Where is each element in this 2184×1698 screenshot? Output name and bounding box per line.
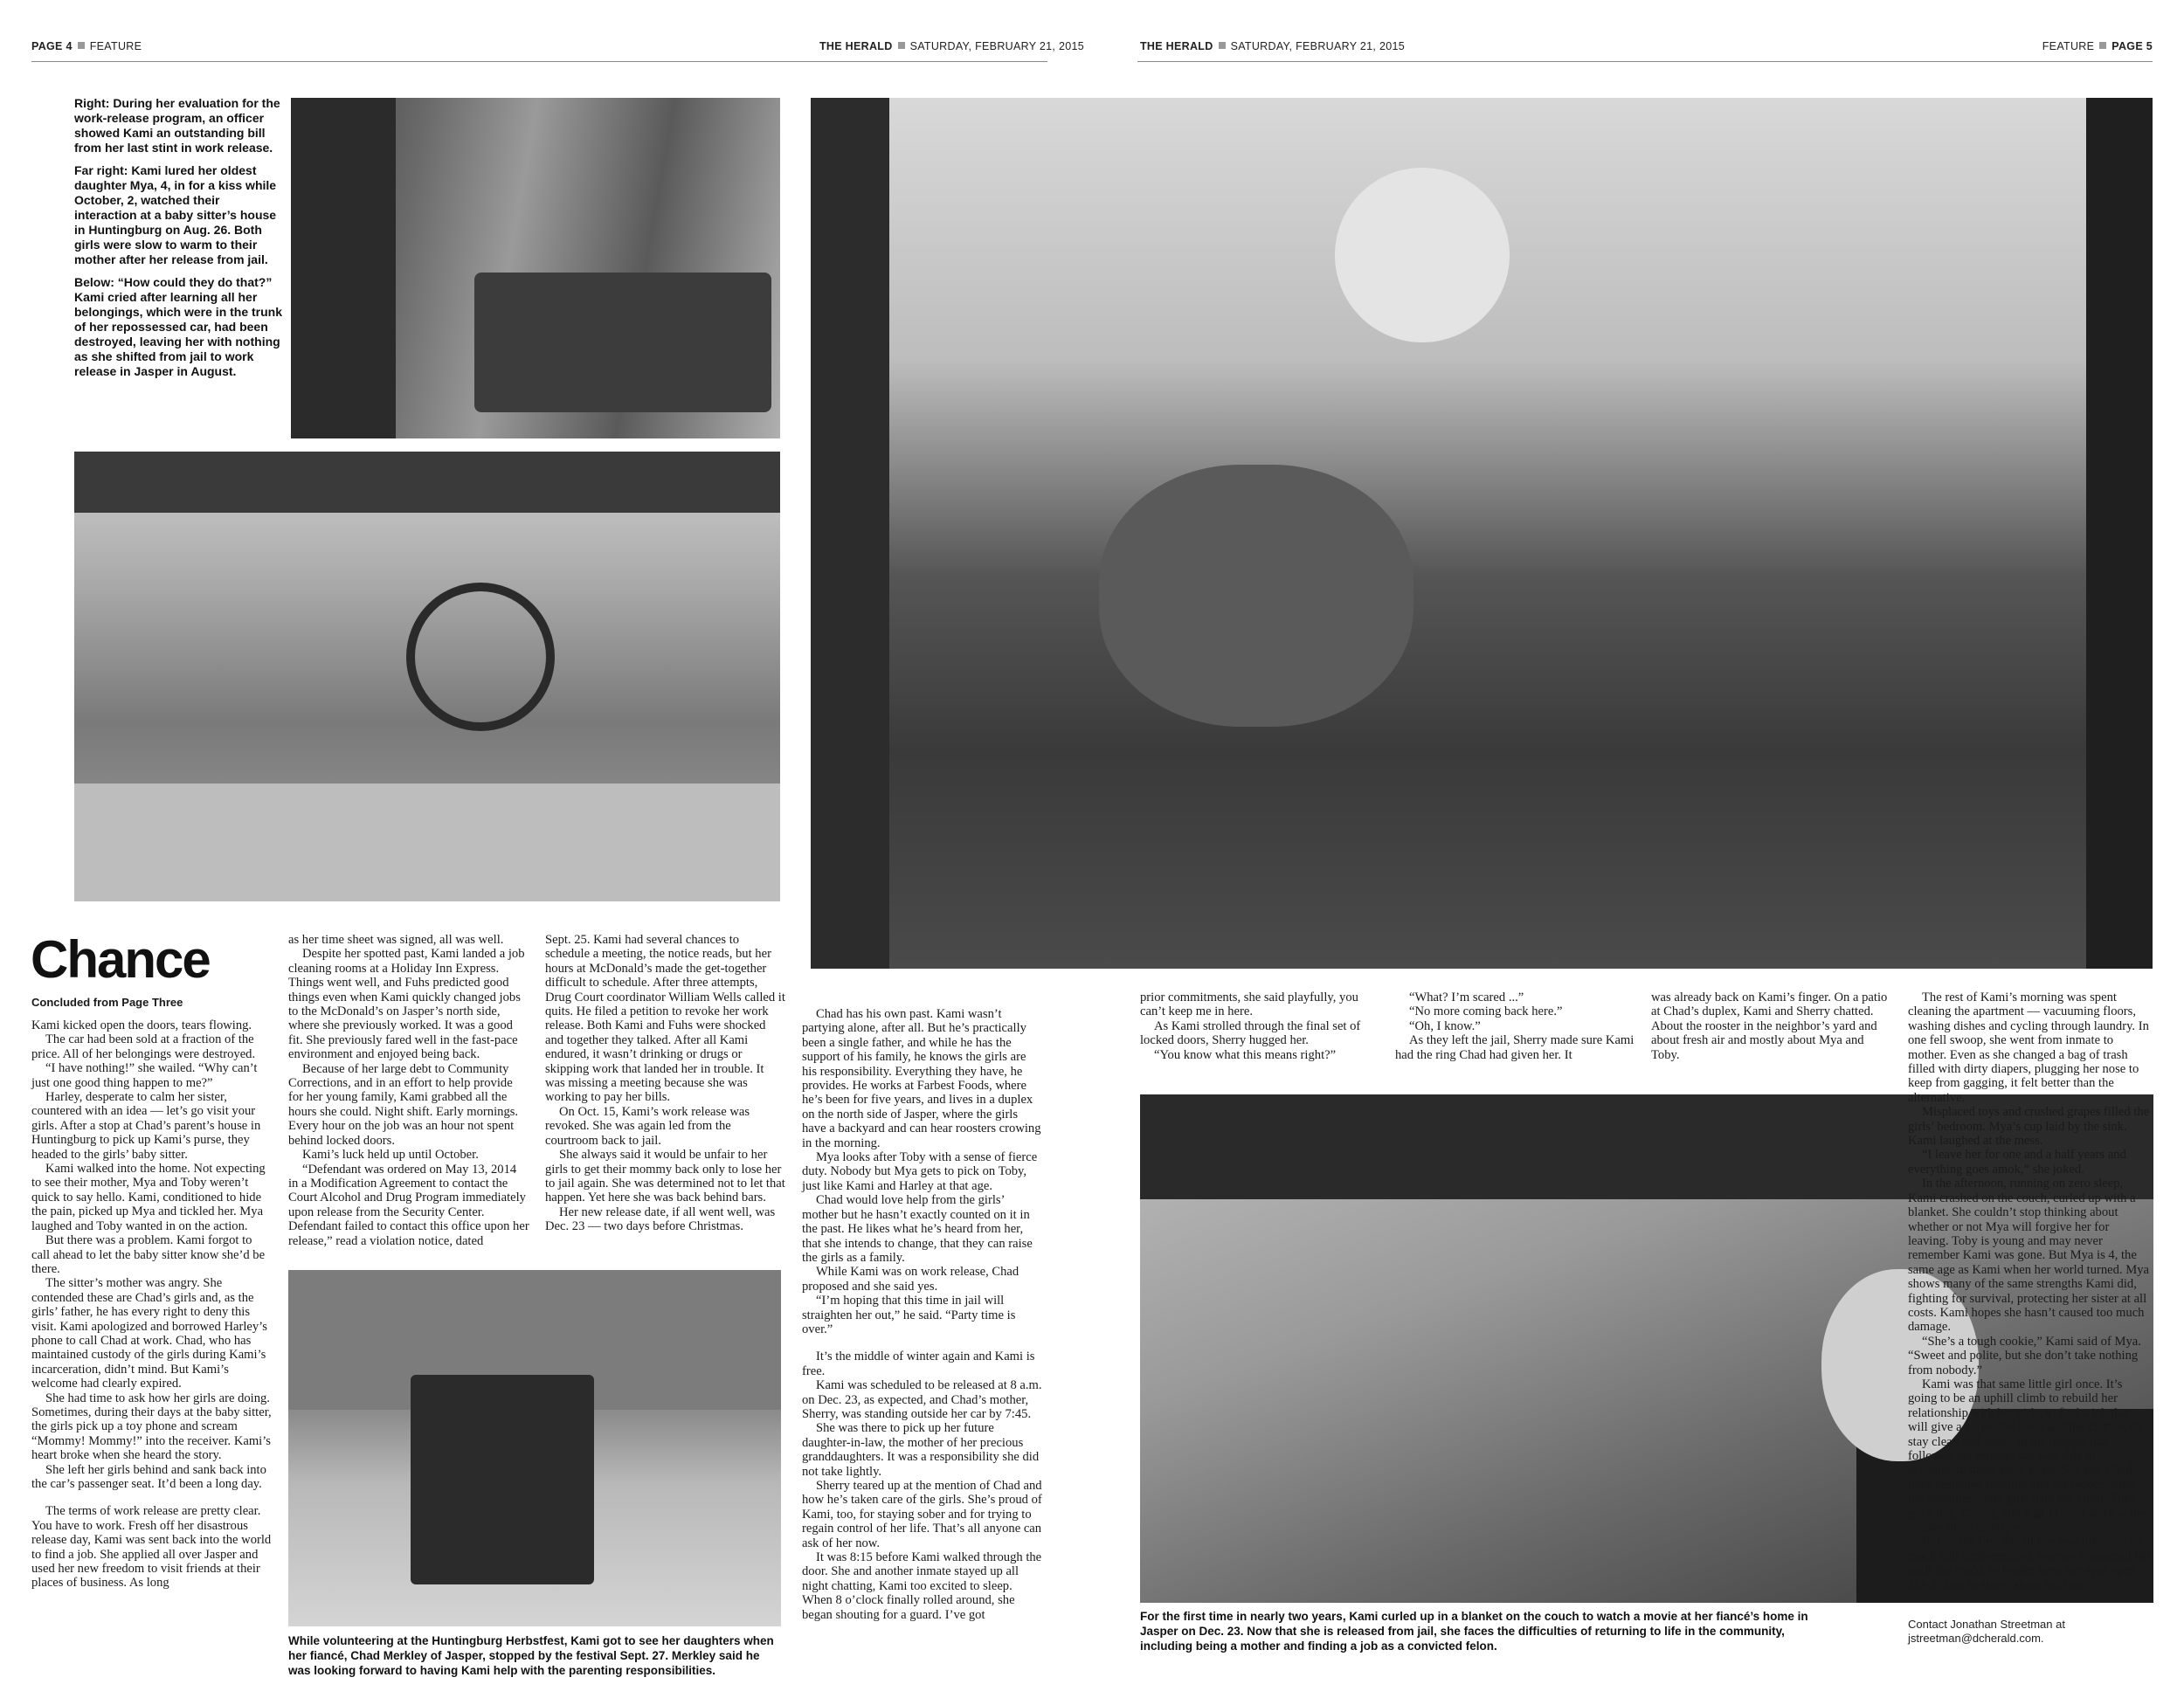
contact-line: Contact Jonathan Streetman at bbox=[1908, 1618, 2065, 1631]
caption-top-left bbox=[74, 96, 284, 387]
paragraph: She always said it would be unfair to her girls to get their mommy back only to lose her to jail again. She was determined not to let that happen. Yet here she was back behind bars. bbox=[545, 1148, 785, 1205]
paragraph: While Kami was on work release, Chad proposed and she said yes. bbox=[802, 1265, 1019, 1294]
paragraph: Kami kicked open the doors, tears flowing. bbox=[31, 1018, 252, 1032]
story-column-5 bbox=[1140, 990, 1380, 1062]
caption-right: Right: During her evaluation for the work-release program, an officer showed Kami an outstanding bill from her last stint in work release. bbox=[74, 96, 280, 155]
paragraph: The rest of Kami’s morning was spent cleaning the apartment — vacuuming floors, washing dishes and cycling through laundry. In one fell swoop, she went from inmate to mother. Even as she changed a bag of trash filled with dirty diapers, plugging her nose to keep from gagging, it felt better than the alternative. bbox=[1908, 990, 2149, 1105]
folio-left-page-date: THE HERALD SATURDAY, FEBRUARY 21, 2015 bbox=[819, 40, 1084, 52]
paragraph: Because of her large debt to Community Corrections, and in an effort to help provide for her young family, Kami grabbed all the hours she could. Night shift. Early mornings. Every hour on the job was an hour not spent behind locked doors. bbox=[288, 1061, 519, 1148]
paragraph: “Defendant was ordered on May 13, 2014 in a Modification Agreement to contact the Court Alcohol and Drug Program immediately upon release from the Security Center. Defendant failed to contact this office upon her release,” read a violation notice, dated bbox=[288, 1162, 529, 1248]
paragraph: The sitter’s mother was angry. She contended these are Chad’s girls and, as the girls’ father, he has every right to deny this visit. Kami apologized and borrowed Harley’s phone to call Chad at work. Chad, who has maintained custody of the girls during Kami’s incarceration, didn’t mind. But Kami’s welcome had clearly expired. bbox=[31, 1276, 267, 1391]
paragraph: As Kami strolled through the final set of locked doors, Sherry hugged her. bbox=[1140, 1018, 1361, 1048]
paragraph: But on the first day of her new life, with so much still undetermined, worries consumed her until she could no longer keep her eyes open. She drifted to sleep, alone but free. bbox=[1908, 1535, 2152, 1592]
paragraph: She left her girls behind and sank back into the car’s passenger seat. It’d been a long day. bbox=[31, 1462, 266, 1491]
paragraph: Kami walked into the home. Not expecting to see their mother, Mya and Toby weren’t quick to say hello. Kami, conditioned to hide the pain, picked up Mya and tickled her. Mya laughed and Toby wanted in on the action. bbox=[31, 1162, 266, 1233]
paragraph: Sept. 25. Kami had several chances to schedule a meeting, the notice reads, but her hours at McDonald’s made the get-together difficult to schedule. After three attempts, Drug Court coordinator William Wells called it quits. He filed a petition to revoke her work release. Both Kami and Fuhs were shocked and together they talked. After all Kami endured, it wasn’t drinking or drugs or skipping work that landed her in trouble. It was missing a meeting because she was working to pay her bills. bbox=[545, 933, 785, 1105]
paragraph: “I leave her for one and a half years and everything goes amok,” she joked. bbox=[1908, 1148, 2126, 1177]
paragraph: She had time to ask how her girls are doing. Sometimes, during their days at the baby sitter, the girls pick up a toy phone and scream “Mommy! Mommy!” into the receiver. Kami’s heart broke when she heard the story. bbox=[31, 1391, 272, 1463]
paragraph: Despite her spotted past, Kami landed a job cleaning rooms at a Holiday Inn Express. Things went well, and Fuhs predicted good things even when Kami quickly changed jobs to the McDonald’s on Jasper’s north side, where she previously worked. It was a good fit. She previously fared well in the fast-pace environment and enjoyed being back. bbox=[288, 947, 525, 1062]
folio-rule-right bbox=[1137, 61, 2153, 62]
photo-kami-car bbox=[74, 452, 780, 901]
folio-rule-left bbox=[31, 61, 1047, 62]
paragraph: Kami’s luck held up until October. bbox=[302, 1148, 479, 1163]
paragraph: The car had been sold at a fraction of the price. All of her belongings were destroyed. bbox=[31, 1032, 256, 1061]
folio-left-page4: PAGE 4 FEATURE bbox=[31, 40, 142, 52]
paragraph: “I have nothing!” she wailed. “Why can’t just one good thing happen to me?” bbox=[31, 1061, 258, 1090]
paragraph: She was there to pick up her future daughter-in-law, the mother of her precious granddaughters. It was a responsibility she did not take lightly. bbox=[802, 1421, 1040, 1479]
paragraph: “No more coming back here.” bbox=[1409, 1004, 1563, 1019]
paragraph: Chad would love help from the girls’ mother but he hasn’t exactly counted on it in the past. He likes what he’s heard from her, that she intends to change, that they can raise the girls as a family. bbox=[802, 1193, 1033, 1265]
paragraph: The terms of work release are pretty clear. You have to work. Fresh off her disastrous release day, Kami was sent back into the world to find a job. She applied all over Jasper and used her new freedom to visit friends at their places of business. As long bbox=[31, 1504, 272, 1591]
caption-far-right: Far right: Kami lured her oldest daughter Mya, 4, in for a kiss while October, 2, watched their interaction at a baby sitter’s house in Huntingburg on Aug. 26. Both girls were slow to warm to their mother after her release from jail. bbox=[74, 163, 277, 266]
paragraph: as her time sheet was signed, all was well. bbox=[288, 933, 504, 947]
paragraph: It was 8:15 before Kami walked through the door. She and another inmate stayed up all night chatting, Kami too excited to sleep. When 8 o’clock finally rolled around, she began shouting for a guard. I’ve got bbox=[802, 1550, 1042, 1622]
paragraph: Chad has his own past. Kami wasn’t partying alone, after all. But he’s practically been a single father, and while he has the support of his family, he knows the girls are his responsibility. Everything they have, he provides. He works at Farbest Foods, where he’s been for five years, and lives in a duplex on the north side of Jasper, where the girls have a backyard and can hear roosters crowing in the morning. bbox=[802, 1007, 1041, 1150]
story-headline: Chance bbox=[31, 930, 210, 989]
paragraph: On Oct. 15, Kami’s work release was revoked. She was again led from the courtroom back to jail. bbox=[545, 1104, 750, 1148]
caption-couch: For the first time in nearly two years, Kami curled up in a blanket on the couch to watch a movie at her fiancé’s home in Jasper on Dec. 23. Now that she is released from jail, she faces the difficulties of returning to life in the community, including being a mother and finding a job as a convicted felon. bbox=[1140, 1610, 1808, 1653]
photo-officer-bill bbox=[291, 98, 780, 438]
paragraph: “I’m hoping that this time in jail will straighten her out,” he said. “Party time is over.” bbox=[802, 1294, 1016, 1336]
paragraph: was already back on Kami’s finger. On a patio at Chad’s duplex, Kami and Sherry chatted. About the rooster in the neighbor’s yard and about fresh air and mostly about Mya and Toby. bbox=[1651, 990, 1888, 1062]
paragraph: Kami was that same little girl once. It’s going to be an uphill climb to rebuild her relationship with her girls, to find a job that will give a convicted felon another chance, to stay clean and sober. In the months that followed her release, she was able to accomplish those early goals. She and Chad have remained together and are redecorating the apartment. Her girls help her clean. They got a dog, Gracie, and Kami found work at the Smoke Shop in Jasper. bbox=[1908, 1377, 2146, 1536]
paragraph: “She’s a tough cookie,” Kami said of Mya. “Sweet and polite, but she don’t take nothing from nobody.” bbox=[1908, 1334, 2141, 1377]
story-column-2 bbox=[288, 933, 529, 1248]
paragraph: Mya looks after Toby with a sense of fierce duty. Nobody but Mya gets to pick on Toby, just like Kami and Harley at that age. bbox=[802, 1150, 1038, 1193]
caption-below: Below: “How could they do that?” Kami cried after learning all her belongings, which were in the trunk of her repossessed car, had been destroyed, leaving her with nothing as she shifted from jail to work release in Jasper in August. bbox=[74, 275, 283, 378]
paragraph: Kami was scheduled to be released at 8 a.m. on Dec. 23, as expected, and Chad’s mother, Sherry, was standing outside her car by 7:45. bbox=[802, 1378, 1042, 1421]
paragraph: “What? I’m scared ...” bbox=[1409, 990, 1524, 1004]
photo-kiss bbox=[811, 98, 2153, 969]
story-column-4 bbox=[802, 1007, 1043, 1622]
paragraph: Her new release date, if all went well, was Dec. 23 — two days before Christmas. bbox=[545, 1204, 776, 1234]
paragraph: As they left the jail, Sherry made sure Kami had the ring Chad had given her. It bbox=[1395, 1033, 1635, 1062]
paragraph: Misplaced toys and crushed grapes filled the girls’ bedroom. Mya’s cup laid by the sink. Kami laughed at the mess. bbox=[1908, 1105, 2150, 1149]
story-column-1 bbox=[31, 1018, 272, 1591]
paragraph: But there was a problem. Kami forgot to call ahead to let the baby sitter know she’d be there. bbox=[31, 1233, 266, 1276]
contact-credit bbox=[1908, 1618, 2153, 1646]
paragraph: In the afternoon, running on zero sleep, Kami crashed on the couch, curled up with a blanket. She couldn’t stop thinking about whether or not Mya will forgive her for leaving. Toby is young and may never remember Kami was gone. But Mya is 4, the same age as Kami when her world turned. Mya shows many of the same strengths Kami did, fighting for survival, protecting her sister at all costs. Kami hopes she hasn’t caused too much damage. bbox=[1908, 1177, 2149, 1335]
story-column-7 bbox=[1651, 990, 1891, 1062]
caption-strollers: While volunteering at the Huntingburg Herbstfest, Kami got to see her daughters when her fiancé, Chad Merkley of Jasper, stopped by the festival Sept. 27. Merkley said he was looking forward to having Kami help with the parenting responsibilities. bbox=[288, 1634, 774, 1677]
paragraph: “Oh, I know.” bbox=[1409, 1018, 1481, 1033]
folio-right-page5: FEATURE PAGE 5 bbox=[2042, 40, 2153, 52]
jump-line: Concluded from Page Three bbox=[31, 996, 183, 1009]
contact-email: jstreetman@dcherald.com. bbox=[1908, 1632, 2044, 1645]
story-column-8 bbox=[1908, 990, 2153, 1592]
paragraph: Harley, desperate to calm her sister, countered with an idea — let’s go visit your girls. After a stop at Chad’s parent’s house in Huntingburg to pick up Kami’s purse, they headed to the girls’ baby sitter. bbox=[31, 1090, 261, 1162]
paragraph: prior commitments, she said playfully, you can’t keep me in here. bbox=[1140, 990, 1358, 1019]
paragraph: “You know what this means right?” bbox=[1154, 1047, 1337, 1062]
paragraph: It’s the middle of winter again and Kami is free. bbox=[802, 1349, 1035, 1378]
photo-strollers bbox=[288, 1270, 781, 1626]
story-column-6 bbox=[1395, 990, 1635, 1062]
folio-right-page-date: THE HERALD SATURDAY, FEBRUARY 21, 2015 bbox=[1140, 40, 1405, 52]
story-column-3 bbox=[545, 933, 786, 1234]
paragraph: Sherry teared up at the mention of Chad and how he’s taken care of the girls. She’s proud of Kami, too, for staying sober and for trying to regain control of her life. That’s all anyone can ask of her now. bbox=[802, 1479, 1042, 1550]
